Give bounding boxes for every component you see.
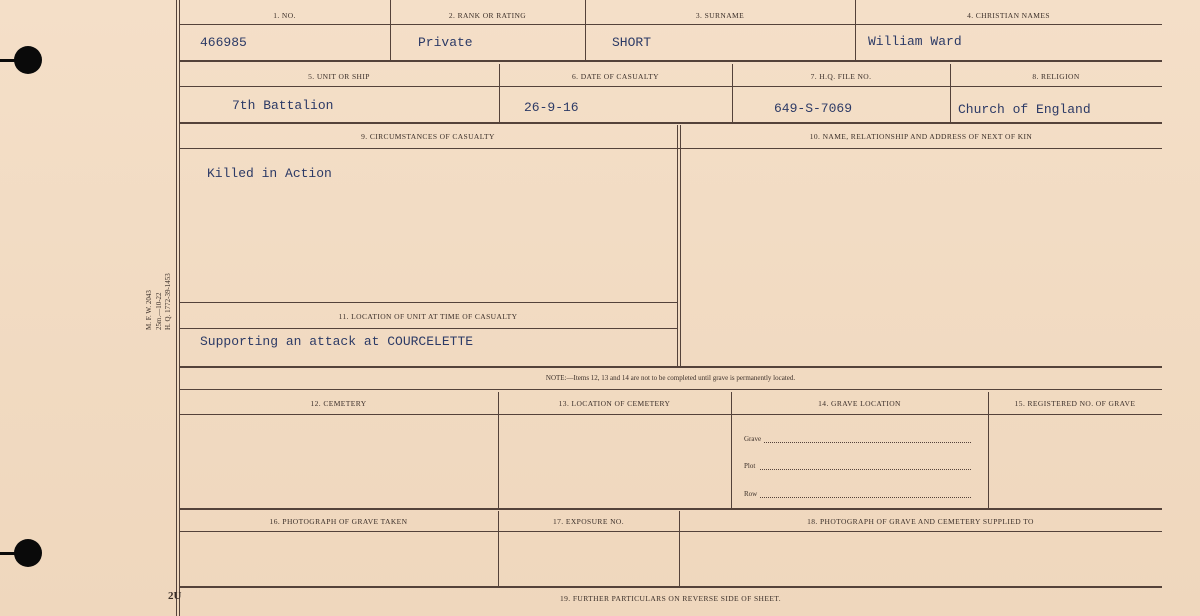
field-label-registered-no: 15. REGISTERED NO. OF GRAVE bbox=[1014, 399, 1136, 408]
field-label-cemetery: 12. CEMETERY bbox=[310, 399, 367, 408]
field-label-location: 11. LOCATION OF UNIT AT TIME OF CASUALTY bbox=[338, 312, 518, 321]
rule bbox=[179, 366, 1162, 368]
field-label-circumstances: 9. CIRCUMSTANCES OF CASUALTY bbox=[361, 132, 495, 141]
binder-hole bbox=[14, 539, 42, 567]
field-label-surname: 3. SURNAME bbox=[695, 11, 745, 20]
date-value: 26-9-16 bbox=[524, 100, 579, 115]
note-text: NOTE:—Items 12, 13 and 14 are not to be completed until grave is permanently located. bbox=[545, 374, 796, 382]
surname-value: SHORT bbox=[612, 35, 652, 50]
rule bbox=[179, 86, 1162, 87]
form-code: 25m.—10-22 bbox=[155, 292, 163, 330]
field-label-no: 1. NO. bbox=[273, 11, 296, 20]
file-no-value: 649-S-7069 bbox=[774, 101, 853, 116]
rule bbox=[179, 328, 677, 329]
rule bbox=[498, 392, 499, 508]
rule bbox=[179, 24, 1162, 25]
field-label-unit: 5. UNIT OR SHIP bbox=[308, 72, 370, 81]
field-label-rank: 2. RANK OR RATING bbox=[448, 11, 527, 20]
rank-value: Private bbox=[418, 35, 473, 50]
border-line bbox=[176, 0, 177, 616]
rule bbox=[677, 125, 678, 368]
field-label-date: 6. DATE OF CASUALTY bbox=[572, 72, 659, 81]
religion-value: Church of England bbox=[958, 102, 1091, 117]
rule bbox=[988, 392, 989, 508]
corner-mark: 2U bbox=[168, 590, 182, 602]
rule bbox=[179, 508, 1162, 510]
plot-line bbox=[760, 469, 971, 470]
grave-line bbox=[764, 442, 971, 443]
field-label-next-of-kin: 10. NAME, RELATIONSHIP AND ADDRESS OF NEXT OF KIN bbox=[809, 132, 1033, 141]
christian-names-value: William Ward bbox=[868, 34, 962, 49]
field-label-photo-supplied: 18. PHOTOGRAPH OF GRAVE AND CEMETERY SUPPLIED TO bbox=[807, 517, 1034, 526]
field-label-christian-names: 4. CHRISTIAN NAMES bbox=[967, 11, 1050, 20]
row-line bbox=[760, 497, 971, 498]
field-label-file-no: 7. H.Q. FILE NO. bbox=[810, 72, 872, 81]
rule bbox=[585, 0, 586, 61]
rule bbox=[855, 0, 856, 61]
location-value: Supporting an attack at COURCELETTE bbox=[200, 334, 474, 349]
rule bbox=[179, 586, 1162, 588]
circumstances-value: Killed in Action bbox=[207, 166, 332, 181]
footer-text: 19. FURTHER PARTICULARS ON REVERSE SIDE OF SHEET. bbox=[559, 594, 781, 603]
rule bbox=[179, 302, 677, 303]
field-label-cemetery-location: 13. LOCATION OF CEMETERY bbox=[558, 399, 671, 408]
binder-hole bbox=[14, 46, 42, 74]
field-label-grave-location: 14. GRAVE LOCATION bbox=[818, 399, 901, 408]
rule bbox=[179, 414, 1162, 415]
grave-line-label: Grave bbox=[744, 435, 762, 443]
rule bbox=[179, 60, 1162, 62]
unit-value: 7th Battalion bbox=[232, 98, 334, 113]
rule bbox=[179, 531, 1162, 532]
rule bbox=[390, 0, 391, 61]
form-code: M. F. W. 2043 bbox=[145, 290, 153, 330]
service-number: 466985 bbox=[200, 35, 247, 50]
rule bbox=[680, 125, 681, 368]
rule bbox=[179, 122, 1162, 124]
field-label-religion: 8. RELIGION bbox=[1032, 72, 1080, 81]
field-label-photo-taken: 16. PHOTOGRAPH OF GRAVE TAKEN bbox=[269, 517, 408, 526]
row-line-label: Row bbox=[744, 490, 758, 498]
plot-line-label: Plot bbox=[744, 462, 756, 470]
rule bbox=[179, 148, 1162, 149]
rule bbox=[731, 392, 732, 508]
field-label-exposure: 17. EXPOSURE NO. bbox=[553, 517, 624, 526]
rule bbox=[179, 389, 1162, 390]
form-code: H. Q. 1772-39-1453 bbox=[164, 273, 172, 330]
